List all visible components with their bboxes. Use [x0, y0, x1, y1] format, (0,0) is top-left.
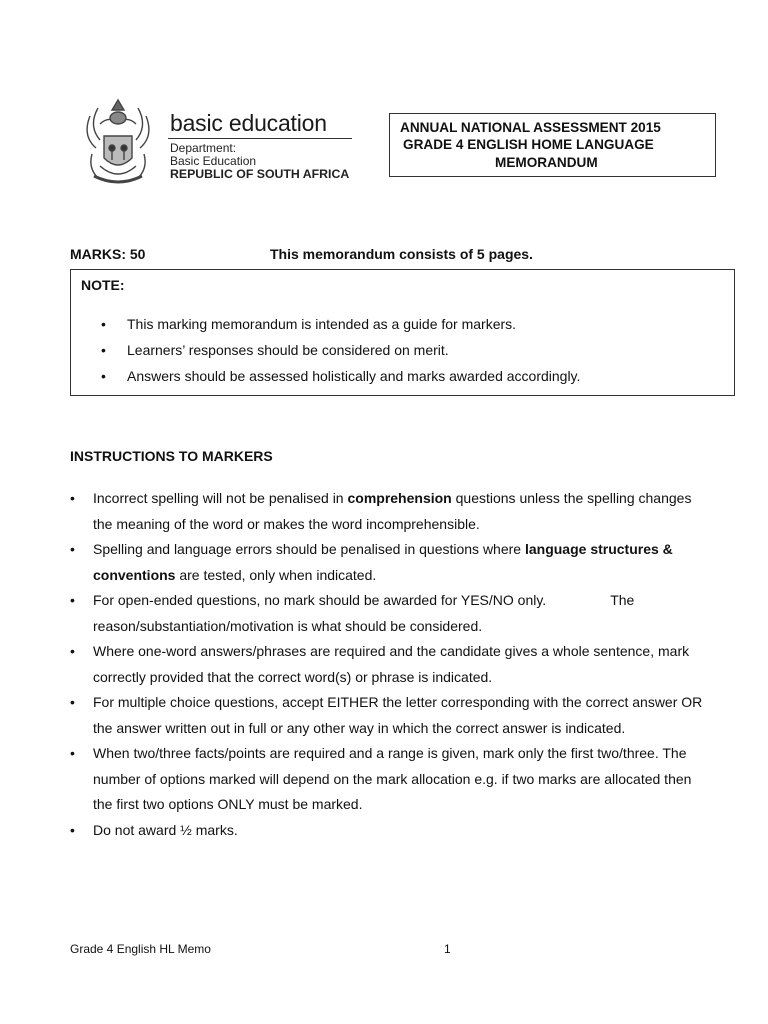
instruction-text: questions unless the spelling changes the meaning of the word or makes the word incomprehensible.: [93, 490, 692, 532]
note-item-text: Learners’ responses should be considered on merit.: [127, 342, 449, 358]
instruction-emphasis: comprehension: [347, 490, 452, 506]
title-line-3: MEMORANDUM: [495, 155, 598, 170]
instruction-text: When two/three facts/points are required and a range is given, mark only the first two/three. The number of options marked will depend on the mark allocation e.g. if two marks are allocated then the first two options ONLY must be marked.: [93, 745, 692, 812]
instruction-item: [70, 690, 710, 741]
instructions-list: [70, 486, 710, 843]
instruction-text: Incorrect spelling will not be penalised in: [93, 490, 348, 506]
brand-divider: [168, 138, 352, 139]
brand-basic-education: Basic Education: [170, 154, 257, 168]
note-item: [101, 368, 580, 384]
page-number: 1: [444, 942, 451, 956]
bullet-icon: •: [101, 316, 106, 332]
footer-document-name: Grade 4 English HL Memo: [70, 942, 211, 956]
instruction-item: [70, 741, 710, 818]
note-item-text: Answers should be assessed holistically and marks awarded accordingly.: [127, 368, 581, 384]
bullet-icon: •: [70, 592, 75, 608]
total-marks: MARKS: 50: [70, 246, 146, 262]
instruction-text: For multiple choice questions, accept EITHER the letter corresponding with the correct answer OR the answer written out in full or any other way in which the correct answer is indicated.: [93, 694, 703, 736]
bullet-icon: •: [70, 490, 75, 506]
instruction-text: Where one-word answers/phrases are required and the candidate gives a whole sentence, mark correctly provided that the correct word(s) or phrase is indicated.: [93, 643, 690, 685]
bullet-icon: •: [70, 694, 75, 710]
instruction-text: The reason/substantiation/motivation is what should be considered.: [93, 592, 635, 634]
instruction-text: Do not award ½ marks.: [93, 821, 238, 838]
brand-title: basic education: [170, 110, 327, 136]
instruction-item: [70, 639, 710, 690]
document-title-box: [389, 113, 716, 177]
note-item: [101, 342, 449, 358]
note-item-text: This marking memorandum is intended as a guide for markers.: [127, 316, 517, 332]
bullet-icon: •: [70, 821, 75, 838]
bullet-icon: •: [101, 368, 106, 384]
brand-country: REPUBLIC OF SOUTH AFRICA: [170, 167, 350, 181]
title-line-2: GRADE 4 ENGLISH HOME LANGUAGE: [403, 137, 654, 152]
bullet-icon: •: [70, 541, 75, 557]
bullet-icon: •: [70, 745, 75, 761]
coat-of-arms-icon: [78, 96, 158, 188]
instruction-item: [70, 537, 710, 588]
note-item: [101, 316, 516, 332]
instruction-text: Spelling and language errors should be penalised in questions where: [93, 541, 525, 557]
instruction-item: [70, 588, 710, 639]
instruction-emphasis: language structures & conventions: [93, 541, 673, 583]
note-box: [70, 269, 735, 396]
bullet-icon: •: [70, 643, 75, 659]
instruction-text: For open-ended questions, no mark should be awarded for YES/NO only.: [93, 592, 547, 608]
brand-department: Department:: [170, 141, 237, 155]
instruction-item: [70, 818, 710, 844]
instructions-heading: INSTRUCTIONS TO MARKERS: [70, 448, 273, 464]
page-count-note: This memorandum consists of 5 pages.: [270, 246, 533, 262]
title-line-1: ANNUAL NATIONAL ASSESSMENT 2015: [400, 120, 661, 135]
bullet-icon: •: [101, 342, 106, 358]
note-title: NOTE:: [81, 277, 125, 293]
instruction-item: [70, 486, 710, 537]
instruction-text: are tested, only when indicated.: [175, 566, 377, 583]
